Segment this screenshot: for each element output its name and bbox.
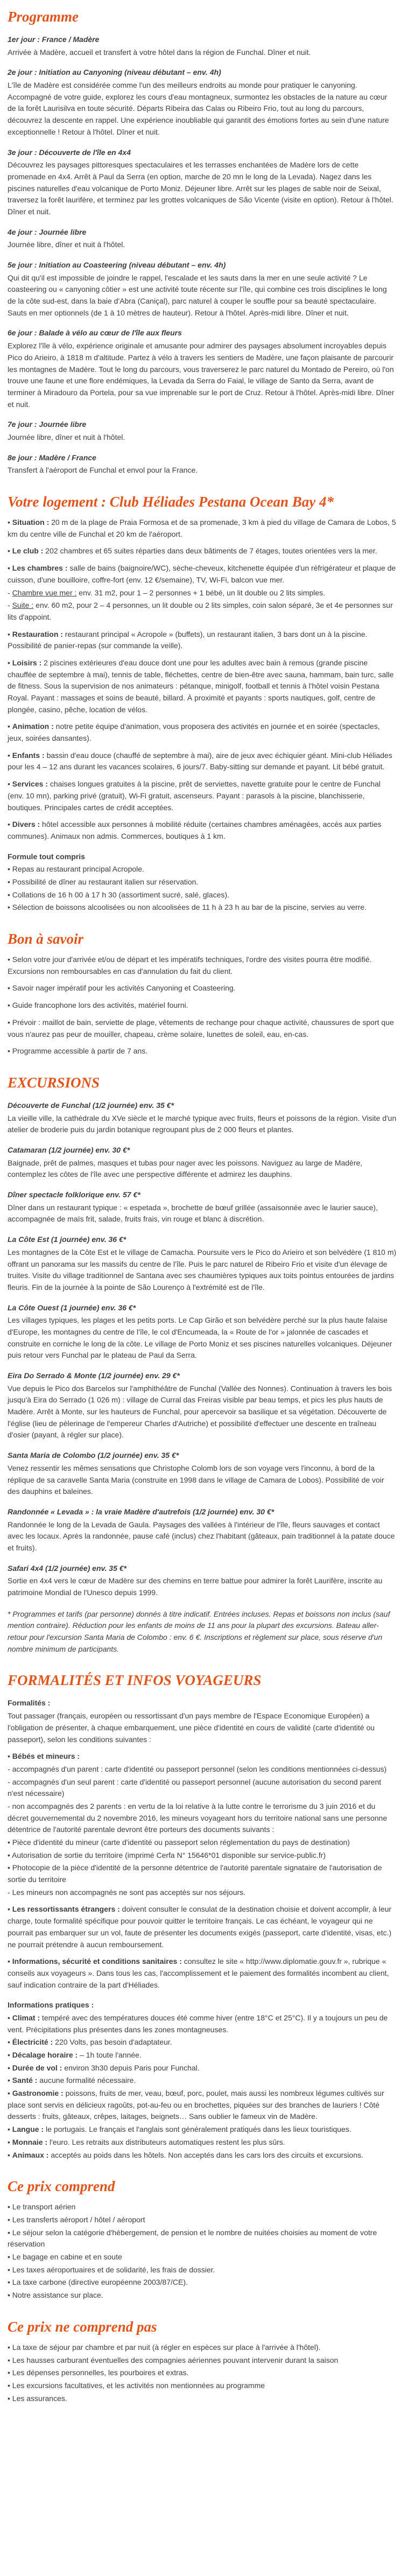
- paragraph: Journée libre, dîner et nuit à l'hôtel.: [8, 432, 125, 441]
- item-label: Divers :: [12, 820, 40, 829]
- bullet-item: • Programme accessible à partir de 7 ans.: [8, 1047, 148, 1056]
- item-label: Le club :: [12, 546, 44, 556]
- excursion-title: Dîner spectacle folklorique env. 57 €*: [8, 1190, 140, 1199]
- section-programme: [8, 9, 397, 476]
- item-label: Les chambres :: [12, 564, 68, 573]
- dash-item: - non accompagnés des 2 parents : en vertu de la loi relative à la lutte contre le terrorisme du 3 juin 2016 et du décret gouvernemental du 2 novembre 2016, les mineurs voyageant hors du territoire national sans une personne détentrice de l'autorité parentale devront être porteurs des documents suivants :: [8, 1801, 388, 1834]
- section-body-excursions: [8, 1100, 397, 1655]
- paragraph: Transfert à l'aéroport de Funchal et envol pour la France.: [8, 466, 198, 475]
- bullet-item: • Langue : le portugais. Le français et l'anglais sont généralement pratiqués dans les lieux touristiques.: [8, 2125, 351, 2134]
- item-label: Animation :: [12, 722, 54, 731]
- day-title: 4e jour : Journée libre: [8, 227, 87, 236]
- bullet-item: • Durée de vol : environ 3h30 depuis Paris pour Funchal.: [8, 2063, 200, 2072]
- section-excursions: [8, 1075, 397, 1655]
- bullet-item: • Informations, sécurité et conditions sanitaires : consultez le site « http://www.diplomatie.gouv.fr », rubrique « conseils aux voyageurs ». Dans tous les cas, l'accomplissement et le paiement des formalités incombent au client, sauf indication contraire de la part d'Héliades.: [8, 1957, 389, 1989]
- bullet-item: • Sélection de boissons alcoolisées ou non alcoolisées de 11 h à 23 h au bar de la piscine, servies au verre.: [8, 903, 367, 912]
- item-label: Langue :: [12, 2125, 44, 2134]
- item-label: Gastronomie :: [12, 2089, 64, 2098]
- dash-item: - Chambre vue mer : env. 31 m2, pour 1 – 2 personnes + 1 bébé, un lit double ou 2 lits simples.: [8, 588, 326, 597]
- bullet-item: • Les hausses carburant éventuelles des compagnies aériennes pouvant intervenir durant la saison: [8, 2355, 339, 2364]
- bullet-item: • Possibilité de dîner au restaurant italien sur réservation.: [8, 877, 199, 886]
- excursion-title: Santa Maria de Colombo (1/2 journée) env. 35 €*: [8, 1451, 179, 1460]
- day-title: 6e jour : Balade à vélo au cœur de l'île aux fleurs: [8, 328, 182, 338]
- item-label: Climat :: [12, 2013, 40, 2022]
- bullet-item: • La taxe de séjour par chambre et par nuit (à régler en espèces sur place à l'arrivée à l'hôtel).: [8, 2342, 321, 2352]
- section-body-prix-ne-comprend-pas: [8, 2342, 397, 2404]
- item-label: Décalage horaire :: [12, 2051, 78, 2060]
- section-title-bon-a-savoir: Bon à savoir: [8, 931, 84, 947]
- bullet-item: • Climat : tempéré avec des températures douces été comme hiver (entre 18°C et 25°C). Il y a toujours un peu de vent. Précipitations plus présentes dans les zones montagneuses.: [8, 2013, 388, 2034]
- bullet-item: • Selon votre jour d'arrivée et/ou de départ et les impératifs techniques, l'ordre des visites pourra être modifié. Excursions non remboursables en cas d'annulation du fait du client.: [8, 955, 372, 975]
- section-bon-a-savoir: [8, 931, 397, 1057]
- section-body-prix-comprend: [8, 2201, 397, 2301]
- bold-label: Formule tout compris: [8, 852, 85, 861]
- item-label: Santé :: [12, 2076, 38, 2085]
- section-body-logement: [8, 517, 397, 914]
- paragraph: Les montagnes de la Côte Est et le village de Camacha. Poursuite vers le Pico do Arieiro et son belvédère (1 810 m) offrant un panorama sur les massifs du centre de l'île. Puis le parc naturel de Ribeiro Frio et visite d'un élevage de truites. Visite du village traditionnel de Santana avec ses chaumières typiques aux toits pointus entourées de jardins fleuris. Fin de la journée à la pointe de São Lourenço à l'extrémité est de l'île.: [8, 1247, 397, 1291]
- bullet-item: • Collations de 16 h 00 à 17 h 30 (assortiment sucré, salé, glaces).: [8, 890, 229, 899]
- section-formalites: [8, 1672, 397, 2161]
- bullet-item: • Autorisation de sortie du territoire (imprimé Cerfa N° 15646*01 disponible sur service-public.fr): [8, 1850, 326, 1859]
- dash-item: - Les mineurs non accompagnés ne sont pas acceptés sur nos séjours.: [8, 1887, 246, 1897]
- item-label: Électricité :: [12, 2038, 53, 2047]
- item-label: Monnaie :: [12, 2137, 48, 2146]
- excursion-title: La Côte Ouest (1 journée) env. 36 €*: [8, 1303, 136, 1312]
- item-label: Suite :: [12, 601, 34, 610]
- dash-item: - Suite : env. 60 m2, pour 2 – 4 personnes, un lit double ou 2 lits simples, coin salon séparé, 3e et 4e personnes sur lits d'appoint.: [8, 601, 393, 621]
- bold-label: Informations pratiques :: [8, 2001, 94, 2010]
- excursion-title: La Côte Est (1 journée) env. 36 €*: [8, 1235, 126, 1244]
- item-label: Loisirs :: [12, 658, 42, 667]
- bullet-item: • Gastronomie : poissons, fruits de mer, veau, bœuf, porc, poulet, mais aussi les nombreux légumes cultivés sur place sont servis en délicieux ragoûts, pot-au-feu ou en brochettes, piquées sur des branches de lauriers ! Côté desserts : fruits, gâteaux, crêpes, laitages, beignets… Sans oublier le fameux vin de Madère.: [8, 2089, 384, 2121]
- bullet-item: • Animation : notre petite équipe d'animation, vous proposera des activités en journée et en soirée (spectacles, jeux, soirées dansantes).: [8, 722, 380, 743]
- bullet-item: • Loisirs : 2 piscines extérieures d'eau douce dont une pour les adultes avec bain à remous (grande piscine chauffée de septembre à mai), tennis de table, fléchettes, centre de bien-être avec sauna, hammam, bain turc, salle de fitness. Sous la supervision de nos animateurs : pétanque, minigolf, football et tennis à l'hôtel voisin Pestana Royal. Payant : massages et soins de beauté, billard. À proximité et payants : sports nautiques, golf, centre de plongée, casino, pêche, location de vélos.: [8, 658, 394, 714]
- day-title: 7e jour : Journée libre: [8, 420, 87, 429]
- bullet-item: • Pièce d'identité du mineur (carte d'identité ou passeport selon réglementation du pays de destination): [8, 1838, 350, 1847]
- section-body-programme: [8, 34, 397, 476]
- day-title: 1er jour : France / Madère: [8, 35, 100, 44]
- bullet-item: • Le bagage en cabine et en soute: [8, 2252, 122, 2262]
- price-footnote: * Programmes et tarifs (par personne) donnés à titre indicatif. Entrées incluses. Repas et boissons non inclus (sauf mention contraire). Réduction pour les enfants de moins de 11 ans pour la plupart des excursions. Bateau aller-retour pour l'excursion Santa Maria de Colombo : env. 6 €. Inscriptions et règlement sur place, sous réserve d'un nombre minimum de participants.: [8, 1609, 390, 1653]
- day-title: 5e jour : Initiation au Coasteering (niveau débutant – env. 4h): [8, 261, 226, 270]
- bullet-item: • Décalage horaire : – 1h toute l'année.: [8, 2051, 142, 2060]
- excursion-title: Eira Do Serrado & Monte (1/2 journée) env. 29 €*: [8, 1371, 180, 1380]
- paragraph: Qui dit qu'il est impossible de joindre le rappel, l'escalade et les sauts dans la mer en une seule activité ? Le coasteering ou « canyoning côtier » est une activité toute récente sur l'île, qui combine ces trois disciplines le long de la côte sud-est, dans la baie d'Abra (Caniçal), parc naturel à couper le souffle pour sa beauté spectaculaire. Sauts en mer optionnels (de 1 à 10 mètres de hauteur). Retour à l'hôtel. Après-midi libre. Dîner et nuit.: [8, 273, 387, 317]
- item-label: Services :: [12, 780, 48, 789]
- bullet-item: • Les taxes aéroportuaires et de solidarité, les frais de dossier.: [8, 2265, 215, 2274]
- excursion-title: Découverte de Funchal (1/2 journée) env. 35 €*: [8, 1100, 174, 1110]
- bullet-item: • Guide francophone lors des activités, matériel fourni.: [8, 1001, 188, 1010]
- item-label: Restauration :: [12, 629, 63, 638]
- section-logement: [8, 494, 397, 914]
- excursion-title: Catamaran (1/2 journée) env. 30 €*: [8, 1146, 130, 1154]
- bullet-item: • Situation : 20 m de la plage de Praia Formosa et de sa promenade, 3 km à pied du village de Camara de Lobos, 5 km du centre ville de Funchal et 20 km de l'aéroport.: [8, 518, 396, 538]
- bullet-item: • Restauration : restaurant principal « Acropole » (buffets), un restaurant italien, 3 bars dont un à la piscine. Possibilité de panier-repas (sur commande la veille).: [8, 629, 368, 650]
- section-body-bon-a-savoir: [8, 954, 397, 1057]
- bullet-item: • Le transport aérien: [8, 2202, 76, 2212]
- paragraph: Journée libre, dîner et nuit à l'hôtel.: [8, 240, 125, 249]
- section-body-formalites: [8, 1697, 397, 2161]
- bullet-item: • Les assurances.: [8, 2393, 67, 2403]
- item-label: Animaux :: [12, 2150, 49, 2159]
- bullet-item: • Photocopie de la pièce d'identité de la personne détentrice de l'autorité parentale signataire de l'autorisation de sortie du territoire: [8, 1863, 382, 1884]
- paragraph: Arrivée à Madère, accueil et transfert à votre hôtel dans la région de Funchal. Dîner et nuit.: [8, 47, 311, 57]
- day-title: 8e jour : Madère / France: [8, 453, 96, 462]
- bullet-item: • Les dépenses personnelles, les pourboires et extras.: [8, 2368, 189, 2377]
- paragraph: La vieille ville, la cathédrale du XVe siècle et le marché typique avec fruits, fleurs et poissons de la région. Visite d'un atelier de broderie puis du jardin botanique regroupant plus de 2 000 fleurs et plantes.: [8, 1113, 397, 1134]
- paragraph: Les villages typiques, les plages et les petits ports. Le Cap Girão et son belvédère perché sur la plus haute falaise d'Europe, les montagnes du centre de l'île, le col d'Encumeada, la « Route de l'or » jalonnée de cascades et construite en corniche le long de la côte. Le village de Porto Moniz et ses piscines naturelles volcaniques. Déjeuner puis retour vers Funchal par le plateau de Paul da Serra.: [8, 1316, 392, 1360]
- bullet-item: • Le séjour selon la catégorie d'hébergement, de pension et le nombre de nuitées choisies au moment de votre réservation: [8, 2228, 377, 2249]
- section-title-prix-ne-comprend-pas: Ce prix ne comprend pas: [8, 2318, 157, 2335]
- item-label: Informations, sécurité et conditions sanitaires :: [12, 1957, 182, 1966]
- dash-item: - accompagnés d'un seul parent : carte d'identité ou passeport personnel (aucune autorisation du second parent n'est nécessaire): [8, 1777, 382, 1798]
- paragraph: Découvrez les paysages pittoresques spectaculaires et les terrasses enchantées de Madère lors de cette promenade en 4x4. Arrêt à Paul da Serra (en option, marche de 20 mn le long de la Levada). Nagez dans les piscines naturelles d'eau volcanique de Porto Moniz. Déjeuner libre. Arrêt sur les plages de sable noir de Seixal, traversez la forêt laurifère, et terminez par les grottes volcaniques de São Vicente (visite en option). Retour à l'hôtel. Dîner et nuit.: [8, 160, 393, 216]
- bullet-item: • Repas au restaurant principal Acropole.: [8, 865, 144, 874]
- item-label: Durée de vol :: [12, 2063, 62, 2072]
- paragraph: Explorez l'île à vélo, expérience originale et amusante pour admirer des paysages absolument incroyables depuis Pico do Arieiro, à 1818 m d'altitude. Partez à vélo à travers les sentiers de Madère, une façon plaisante de parcourir les montagnes de Madère. Tout le long du parcours, vous traverserez le parc naturel du Montado de Pereiro, où l'on trouve une faune et une flore endémiques, la Levada da Serra do Faial, le village de Santo da Serra, avant de terminer à Miradouro da Portela, pour sa vue imprenable sur le port de Cruz. Retour à l'hôtel. Après-midi libre. Dîner et nuit.: [8, 341, 395, 409]
- bullet-item: • Services : chaises longues gratuites à la piscine, prêt de serviettes, navette gratuite pour le centre de Funchal (env. 10 mn), parking privé (gratuit), Wi-Fi gratuit, ascenseurs. Payant : parasols à la piscine, blanchisserie, boutiques. Principales cartes de crédit acceptées.: [8, 780, 381, 812]
- section-title-programme: Programme: [8, 9, 79, 25]
- excursion-title: Safari 4x4 (1/2 journée) env. 35 €*: [8, 1563, 127, 1573]
- bullet-item: • Prévoir : maillot de bain, serviette de plage, vêtements de rechange pour chaque activité, chaussures de sport que vous n'aurez pas peur de mouiller, chapeau, crème solaire, lunettes de soleil, eau, en-cas.: [8, 1017, 394, 1038]
- bullet-item: • Les ressortissants étrangers : doivent consulter le consulat de la destination choisie et doivent accomplir, à leur charge, toute formalité spécifique pour pouvoir quitter le territoire français. Le cas échéant, le voyageur qui ne pourrait pas embarquer sur un vol, faute de présenter les documents exigés (passeport, carte d'identité, visas, etc.) ne pourrait prétendre à aucun remboursement.: [8, 1905, 392, 1949]
- bullet-item: • Monnaie : l'euro. Les retraits aux distributeurs automatiques restent les plus sûrs.: [8, 2137, 285, 2146]
- bullet-item: • Électricité : 220 Volts, pas besoin d'adaptateur.: [8, 2038, 172, 2047]
- day-title: 2e jour : Initiation au Canyoning (niveau débutant – env. 4h): [8, 68, 221, 77]
- bullet-item: • Les transferts aéroport / hôtel / aéroport: [8, 2215, 145, 2224]
- paragraph: Tout passager (français, européen ou ressortissant d'un pays membre de l'Espace Economique Européen) a l'obligation de présenter, à chaque embarquement, une pièce d'identité en cours de validité (carte d'identité ou passeport), selon les conditions suivantes :: [8, 1711, 375, 1744]
- paragraph: Venez ressentir les mêmes sensations que Christophe Colomb lors de son voyage vers l'inconnu, à bord de la réplique de sa caravelle Santa Maria (construite en 1998 dans le village de Camara de Lobos). Possibilité de voir des dauphins et baleines.: [8, 1463, 384, 1496]
- section-title-logement: Votre logement : Club Héliades Pestana Ocean Bay 4*: [8, 494, 334, 510]
- item-label: Bébés et mineurs :: [12, 1752, 80, 1761]
- section-title-formalites: FORMALITÉS ET INFOS VOYAGEURS: [8, 1672, 262, 1689]
- section-title-excursions: EXCURSIONS: [8, 1074, 100, 1091]
- item-label: Les ressortissants étrangers :: [12, 1905, 120, 1914]
- bullet-item: • Santé : aucune formalité nécessaire.: [8, 2076, 136, 2085]
- dash-item: - accompagnés d'un parent : carte d'identité ou passeport personnel (selon les conditions mentionnées ci-dessus): [8, 1764, 387, 1773]
- paragraph: Dîner dans un restaurant typique : « espetada », brochette de bœuf grillée (assaisonnée avec le laurier sauce), accompagnée de maïs frit, salade, fruits frais, vin rouge et blanc à discrétion.: [8, 1203, 378, 1224]
- bullet-item: • Divers : hôtel accessible aux personnes à mobilité réduite (certaines chambres aménagées, accès aux parties communes). Animaux non admis. Commerces, boutiques à 1 km.: [8, 820, 382, 840]
- bullet-item: • La taxe carbone (directive européenne 2003/87/CE).: [8, 2278, 188, 2287]
- day-title: 3e jour : Découverte de l'île en 4x4: [8, 148, 131, 157]
- paragraph: L'île de Madère est considérée comme l'un des meilleurs endroits au monde pour pratiquer le canyoning. Accompagné de votre guide, explorez les cours d'eau montagneux, surmontez les obstacles de la nature au cœur de la forêt Laurisilva en toute sécurité. Départs Ribeira das Calas ou Ribeiro Frio, tout au long du parcours, découvrez la descente en rappel. Une expérience inoubliable qui garantit des émotions fortes au sein d'une nature exceptionnelle ! Retour à l'hôtel. Dîner et nuit.: [8, 81, 389, 136]
- section-prix-comprend: [8, 2178, 397, 2301]
- section-title-prix-comprend: Ce prix comprend: [8, 2178, 115, 2195]
- item-label: Enfants :: [12, 750, 45, 760]
- bold-label: Formalités :: [8, 1698, 51, 1708]
- paragraph: Sortie en 4x4 vers le cœur de Madère sur des chemins en terre battue pour admirer la forêt Laurifère, inscrite au patrimoine Mondial de l'Unesco depuis 1999.: [8, 1576, 383, 1597]
- bullet-item: • Bébés et mineurs :: [8, 1752, 80, 1761]
- section-prix-ne-comprend-pas: [8, 2319, 397, 2404]
- paragraph: Randonnée le long de la Levada de Gaula. Paysages des vallées à l'intérieur de l'île, fleurs sauvages et contact avec les locaux. Après la randonnée, pause café (inclus) chez l'habitant (gâteaux, pain traditionnel à la patate douce et fruits).: [8, 1520, 395, 1552]
- paragraph: Vue depuis le Pico dos Barcelos sur l'amphithéâtre de Funchal (Vallée des Nonnes). Continuation à travers les bois jusqu'à Eira do Serrado (1 026 m) : village de Curral das Freiras visible par beau temps, et pics les plus hauts de Madère. Arrêt à Monte, sur les hauteurs de Funchal, pour apercevoir sa basilique et sa végétation. Découverte de l'église (lieu de pèlerinage de l'empereur Charles d'Autriche) et possibilité d'effectuer une descente en traîneau d'osier (payant, à régler sur place).: [8, 1384, 392, 1440]
- bullet-item: • Animaux : acceptés au poids dans les hôtels. Non acceptés dans les cars lors des circuits et excursions.: [8, 2150, 363, 2159]
- bullet-item: • Savoir nager impératif pour les activités Canyoning et Coasteering.: [8, 984, 236, 993]
- item-label: Chambre vue mer :: [12, 588, 77, 597]
- bullet-item: • Les excursions facultatives, et les activités non mentionnées au programme: [8, 2381, 265, 2390]
- item-label: Situation :: [12, 518, 50, 527]
- bullet-item: • Enfants : bassin d'eau douce (chauffé de septembre à mai), aire de jeux avec échiquier géant. Mini-club Héliades pour les 4 – 12 ans durant les vacances scolaires, 6 jours/7. Baby-sitting sur demande et payant. Lit bébé gratuit.: [8, 750, 392, 771]
- paragraph: Baignade, prêt de palmes, masques et tubas pour nager avec les poissons. Naviguez au large de Madère, contemplez les côtes de l'île avec une perspective différente et admirez les dauphins.: [8, 1158, 363, 1179]
- bullet-item: • Le club : 202 chambres et 65 suites réparties dans deux bâtiments de 7 étages, toutes orientées vers la mer.: [8, 546, 377, 556]
- excursion-title: Randonnée « Levada » : la vraie Madère d'autrefois (1/2 journée) env. 30 €*: [8, 1507, 275, 1516]
- bullet-item: • Notre assistance sur place.: [8, 2291, 103, 2300]
- bullet-item: • Les chambres : salle de bains (baignoire/WC), sèche-cheveux, kitchenette équipée d'un réfrigérateur et plaque de cuisson, d'une bouilloire, coffre-fort (env. 12 €/semaine), TV, Wi-Fi, balcon vue mer.: [8, 564, 396, 584]
